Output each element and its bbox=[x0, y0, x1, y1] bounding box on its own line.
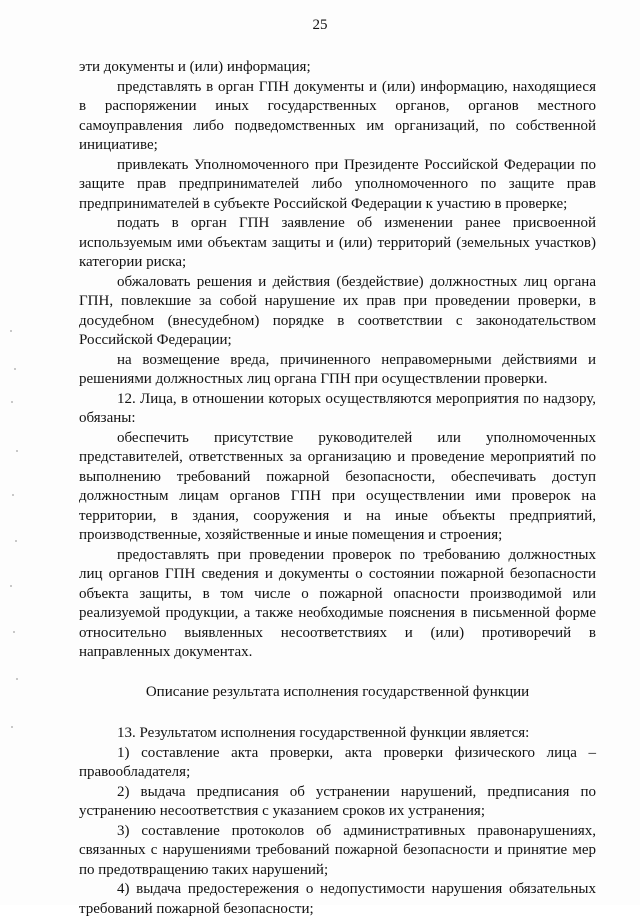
paragraph-result-4: 4) выдача предостережения о недопустимости нарушения обязательных требований пожарной безопасности; bbox=[79, 881, 596, 917]
paragraph-result-2: 2) выдача предписания об устранении нарушений, предписания по устранению несоответствия с указанием сроков их устранения; bbox=[79, 783, 596, 819]
document-body bbox=[79, 58, 596, 919]
paragraph-duty-ensure-presence: обеспечить присутствие руководителей или уполномоченных представителей, ответственных за организацию и проведение мероприятий по выполнению требований пожарной безопасности, обеспечивать доступ должностным лицам органов ГПН при осуществлении ими проверок на территории, в здания, сооружения и на иные объекты предприятий, производственные, хозяйственные и иные помещения и строения; bbox=[79, 429, 596, 543]
paragraph-right-compensation: на возмещение вреда, причиненного неправомерными действиями и решениями должностных лиц органа ГПН при осуществлении проверки. bbox=[79, 351, 596, 387]
paragraph-right-involve-ombudsman: привлекать Уполномоченного при Президенте Российской Федерации по защите прав предпринимателей либо уполномоченного по защите прав предпринимателей в субъекте Российской Федерации к участию в проверке; bbox=[79, 156, 596, 212]
paragraph-result-1: 1) составление акта проверки, акта проверки физического лица – правообладателя; bbox=[79, 744, 596, 780]
paragraph-continuation: эти документы и (или) информация; bbox=[79, 59, 311, 75]
paragraph-right-submit-documents: представлять в орган ГПН документы и (или) информацию, находящиеся в распоряжении иных государственных органов, органов местного самоуправления либо подведомственных им организаций, по собственной инициативе; bbox=[79, 78, 596, 153]
page-number: 25 bbox=[312, 17, 328, 33]
section-heading: Описание результата исполнения государственной функции bbox=[145, 683, 530, 700]
paragraph-right-change-risk-category: подать в орган ГПН заявление об изменении ранее присвоенной используемым ими объектам защиты и (или) территорий (земельных участков) категории риска; bbox=[79, 215, 596, 270]
scan-margin-artifacts bbox=[8, 330, 20, 750]
paragraph-result-3: 3) составление протоколов об административных правонарушениях, связанных с нарушениями требований пожарной безопасности и принятие мер по предотвращению таких нарушений; bbox=[79, 822, 596, 878]
paragraph-right-appeal: обжаловать решения и действия (бездействие) должностных лиц органа ГПН, повлекшие за собой нарушение их прав при проведении проверки, в досудебном (внесудебном) порядке в соответствии с законодательством Российской Федерации; bbox=[79, 273, 596, 348]
paragraph-duty-provide-documents: предоставлять при проведении проверок по требованию должностных лиц органов ГПН сведения и документы о состоянии пожарной безопасности объекта защиты, в том числе о пожарной опасности производимой или реализуемой продукции, а также необходимые пояснения в письменной форме относительно выявленных несоответствиях и (или) противоречий в направленных документах. bbox=[79, 546, 596, 660]
paragraph-section-13: 13. Результатом исполнения государственной функции является: bbox=[117, 725, 530, 741]
paragraph-section-12: 12. Лица, в отношении которых осуществляются мероприятия по надзору, обязаны: bbox=[79, 390, 596, 426]
